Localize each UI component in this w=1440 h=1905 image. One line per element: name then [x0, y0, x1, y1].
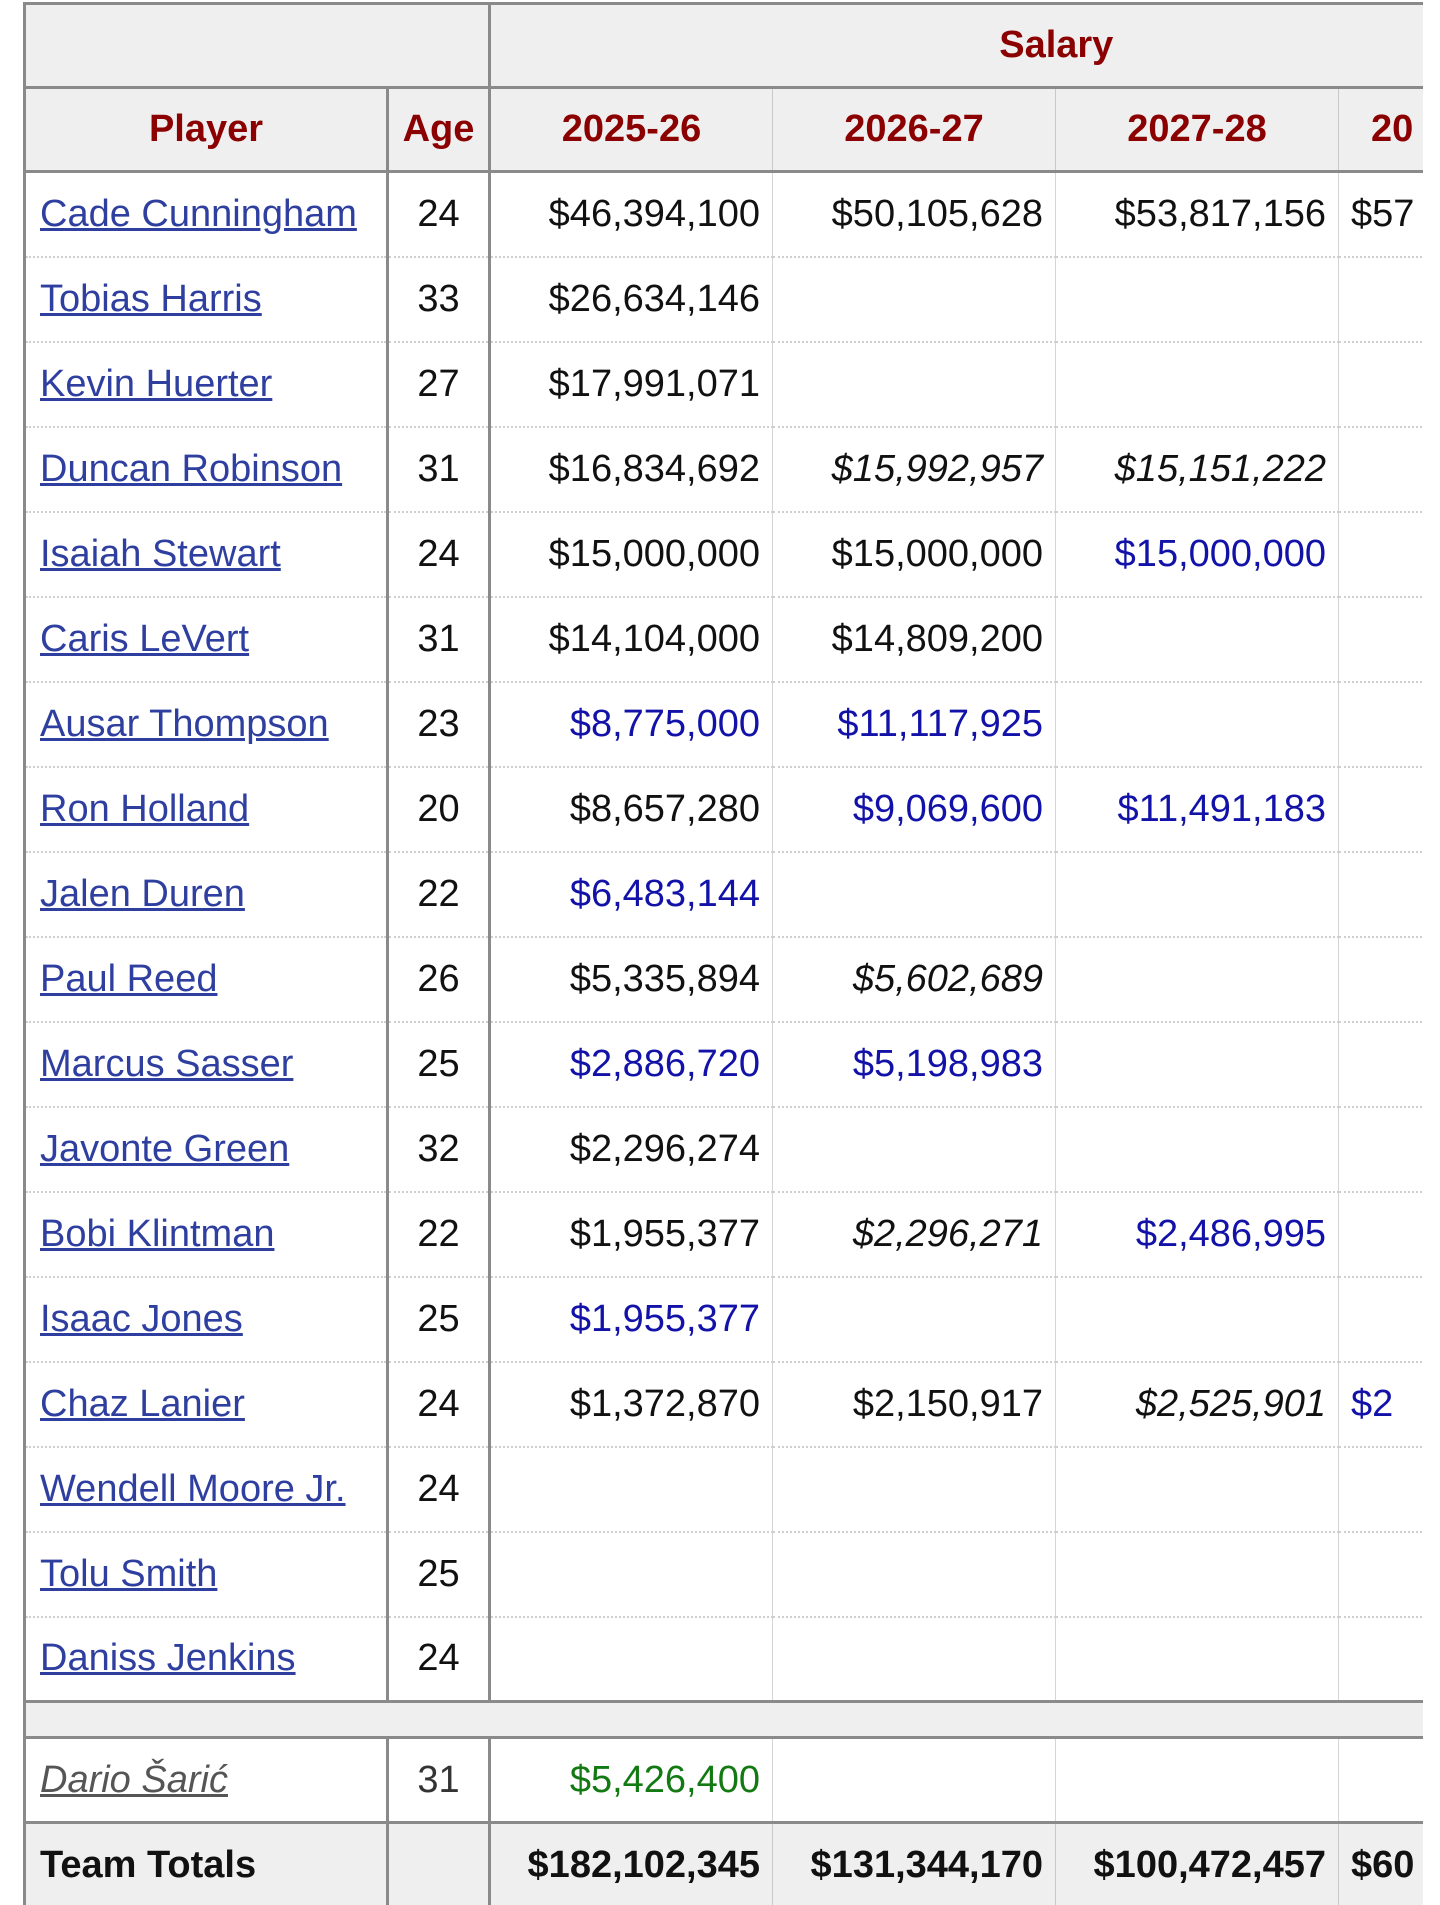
salary-cell — [773, 1617, 1056, 1702]
salary-cell — [1339, 427, 1424, 512]
player-age: 25 — [388, 1022, 490, 1107]
player-age: 33 — [388, 257, 490, 342]
player-age: 31 — [388, 427, 490, 512]
player-link[interactable]: Marcus Sasser — [40, 1042, 294, 1085]
player-link[interactable]: Tobias Harris — [40, 277, 262, 320]
salary-cell — [1339, 597, 1424, 682]
player-name-cell — [25, 257, 388, 342]
salary-cell — [1056, 1532, 1339, 1617]
salary-cell: $1,372,870 — [490, 1362, 773, 1447]
column-header-2027-28[interactable]: 2027-28 — [1056, 88, 1339, 172]
salary-cell: $5,602,689 — [773, 937, 1056, 1022]
player-link[interactable]: Duncan Robinson — [40, 447, 343, 490]
salary-table — [23, 2, 1423, 1905]
table-row — [25, 597, 1424, 682]
player-age: 24 — [388, 1617, 490, 1702]
salary-cell: $1,955,377 — [490, 1192, 773, 1277]
salary-cell — [1056, 597, 1339, 682]
salary-cell — [773, 1447, 1056, 1532]
player-link[interactable]: Ron Holland — [40, 787, 250, 830]
player-name-cell — [25, 1447, 388, 1532]
player-name-cell — [25, 597, 388, 682]
player-age: 22 — [388, 852, 490, 937]
salary-cell: $11,117,925 — [773, 682, 1056, 767]
player-age: 24 — [388, 512, 490, 597]
salary-cell — [1339, 1277, 1424, 1362]
salary-cell: $15,000,000 — [1056, 512, 1339, 597]
dead-money-salary-cell: $5,426,400 — [490, 1738, 773, 1823]
player-age: 26 — [388, 937, 490, 1022]
player-name-cell — [25, 1192, 388, 1277]
dead-money-player-link[interactable]: Dario Šarić — [40, 1758, 228, 1801]
salary-cell: $46,394,100 — [490, 172, 773, 257]
salary-cell: $15,000,000 — [773, 512, 1056, 597]
team-totals-label: Team Totals — [25, 1823, 388, 1905]
salary-cell: $8,775,000 — [490, 682, 773, 767]
table-row — [25, 682, 1424, 767]
dead-money-salary-cell — [1056, 1738, 1339, 1823]
salary-cell: $15,151,222 — [1056, 427, 1339, 512]
salary-cell — [1339, 512, 1424, 597]
player-link[interactable]: Chaz Lanier — [40, 1382, 245, 1425]
salary-cell — [773, 257, 1056, 342]
salary-group-header — [490, 4, 1424, 88]
salary-cell — [1339, 1447, 1424, 1532]
player-name-cell — [25, 937, 388, 1022]
salary-cell — [1339, 1192, 1424, 1277]
salary-cell — [773, 1532, 1056, 1617]
dead-money-rows — [25, 1738, 1424, 1823]
salary-cell: $2 — [1339, 1362, 1424, 1447]
player-name-cell — [25, 1277, 388, 1362]
player-name-cell — [25, 427, 388, 512]
team-total-2025-26: $182,102,345 — [490, 1823, 773, 1905]
salary-cell — [1056, 257, 1339, 342]
salary-cell: $14,809,200 — [773, 597, 1056, 682]
dead-money-name-cell — [25, 1738, 388, 1823]
player-name-cell — [25, 342, 388, 427]
table-row — [25, 1192, 1424, 1277]
player-link[interactable]: Kevin Huerter — [40, 362, 273, 405]
salary-cell — [1339, 257, 1424, 342]
salary-cell: $2,486,995 — [1056, 1192, 1339, 1277]
salary-cell: $15,992,957 — [773, 427, 1056, 512]
table-row — [25, 1617, 1424, 1702]
table-row — [25, 1447, 1424, 1532]
header-group-row — [25, 4, 1424, 88]
player-age: 23 — [388, 682, 490, 767]
player-age: 20 — [388, 767, 490, 852]
salary-cell: $15,000,000 — [490, 512, 773, 597]
player-link[interactable]: Isaac Jones — [40, 1297, 243, 1340]
column-header-row — [25, 88, 1424, 172]
table-row — [25, 852, 1424, 937]
salary-cell — [1056, 682, 1339, 767]
salary-cell — [773, 342, 1056, 427]
player-age: 24 — [388, 1362, 490, 1447]
player-age: 22 — [388, 1192, 490, 1277]
column-header-age[interactable]: Age — [388, 88, 490, 172]
table-row — [25, 1362, 1424, 1447]
salary-cell: $2,296,271 — [773, 1192, 1056, 1277]
player-link[interactable]: Cade Cunningham — [40, 192, 357, 235]
salary-cell: $1,955,377 — [490, 1277, 773, 1362]
salary-cell — [490, 1447, 773, 1532]
salary-cell — [1056, 937, 1339, 1022]
table-row — [25, 767, 1424, 852]
salary-cell: $5,198,983 — [773, 1022, 1056, 1107]
player-link[interactable]: Daniss Jenkins — [40, 1637, 296, 1680]
table-row — [25, 1022, 1424, 1107]
salary-cell — [773, 852, 1056, 937]
player-link[interactable]: Wendell Moore Jr. — [40, 1467, 346, 1510]
player-name-cell — [25, 1362, 388, 1447]
salary-cell: $2,150,917 — [773, 1362, 1056, 1447]
player-link[interactable]: Paul Reed — [40, 957, 218, 1000]
salary-cell — [490, 1617, 773, 1702]
table-row — [25, 172, 1424, 257]
dead-money-salary-cell — [773, 1738, 1056, 1823]
team-totals-row — [25, 1823, 1424, 1905]
salary-cell: $8,657,280 — [490, 767, 773, 852]
player-age: 31 — [388, 597, 490, 682]
player-name-cell — [25, 512, 388, 597]
salary-cell: $9,069,600 — [773, 767, 1056, 852]
player-age: 24 — [388, 1447, 490, 1532]
player-name-cell — [25, 172, 388, 257]
salary-cell — [1339, 1532, 1424, 1617]
player-rows — [25, 172, 1424, 1702]
player-link[interactable]: Tolu Smith — [40, 1552, 218, 1595]
team-total-2027-28: $100,472,457 — [1056, 1823, 1339, 1905]
dead-money-salary-cell — [1339, 1738, 1424, 1823]
player-link[interactable]: Jalen Duren — [40, 872, 245, 915]
salary-cell: $16,834,692 — [490, 427, 773, 512]
salary-cell — [1339, 1107, 1424, 1192]
player-age: 25 — [388, 1277, 490, 1362]
header-blank-cell — [25, 4, 490, 88]
table-row — [25, 512, 1424, 597]
player-age: 24 — [388, 172, 490, 257]
team-total-2026-27: $131,344,170 — [773, 1823, 1056, 1905]
player-link[interactable]: Isaiah Stewart — [40, 532, 281, 575]
salary-cell: $11,491,183 — [1056, 767, 1339, 852]
salary-cell — [1056, 852, 1339, 937]
salary-cell — [1056, 1277, 1339, 1362]
player-name-cell — [25, 1532, 388, 1617]
player-name-cell — [25, 682, 388, 767]
salary-cell: $50,105,628 — [773, 172, 1056, 257]
table-row — [25, 1532, 1424, 1617]
salary-cell: $2,525,901 — [1056, 1362, 1339, 1447]
salary-cell — [1056, 342, 1339, 427]
salary-cell: $26,634,146 — [490, 257, 773, 342]
table-row — [25, 1107, 1424, 1192]
salary-cell: $14,104,000 — [490, 597, 773, 682]
table-row — [25, 1277, 1424, 1362]
player-name-cell — [25, 1022, 388, 1107]
player-link[interactable]: Javonte Green — [40, 1127, 290, 1170]
dead-money-row — [25, 1738, 1424, 1823]
table-row — [25, 257, 1424, 342]
salary-group-label: Salary — [999, 24, 1114, 66]
salary-cell — [1339, 342, 1424, 427]
salary-cell: $53,817,156 — [1056, 172, 1339, 257]
player-name-cell — [25, 1617, 388, 1702]
salary-cell — [1056, 1022, 1339, 1107]
player-name-cell — [25, 1107, 388, 1192]
salary-cell — [773, 1277, 1056, 1362]
column-header-player[interactable]: Player — [25, 88, 388, 172]
player-name-cell — [25, 767, 388, 852]
salary-cell — [490, 1532, 773, 1617]
salary-cell — [1056, 1447, 1339, 1532]
dead-money-age: 31 — [388, 1738, 490, 1823]
player-age: 25 — [388, 1532, 490, 1617]
player-link[interactable]: Caris LeVert — [40, 617, 250, 660]
player-link[interactable]: Ausar Thompson — [40, 702, 329, 745]
salary-cell — [1339, 767, 1424, 852]
player-link[interactable]: Bobi Klintman — [40, 1212, 275, 1255]
player-age: 32 — [388, 1107, 490, 1192]
salary-cell: $57 — [1339, 172, 1424, 257]
team-totals-age — [388, 1823, 490, 1905]
salary-cell — [1339, 937, 1424, 1022]
salary-cell — [1056, 1617, 1339, 1702]
salary-cell: $5,335,894 — [490, 937, 773, 1022]
salary-cell: $2,296,274 — [490, 1107, 773, 1192]
column-header-2026-27[interactable]: 2026-27 — [773, 88, 1056, 172]
salary-cell — [1056, 1107, 1339, 1192]
salary-cell — [1339, 1022, 1424, 1107]
column-header-2025-26[interactable]: 2025-26 — [490, 88, 773, 172]
table-row — [25, 342, 1424, 427]
salary-cell: $17,991,071 — [490, 342, 773, 427]
section-separator — [25, 1702, 1424, 1738]
salary-cell — [1339, 852, 1424, 937]
salary-cell — [1339, 682, 1424, 767]
table-row — [25, 427, 1424, 512]
column-header-next-season[interactable]: 20 — [1339, 88, 1424, 172]
salary-cell: $2,886,720 — [490, 1022, 773, 1107]
salary-cell — [1339, 1617, 1424, 1702]
salary-cell: $6,483,144 — [490, 852, 773, 937]
team-total-next-season: $60 — [1339, 1823, 1424, 1905]
table-row — [25, 937, 1424, 1022]
salary-cell — [773, 1107, 1056, 1192]
player-name-cell — [25, 852, 388, 937]
player-age: 27 — [388, 342, 490, 427]
